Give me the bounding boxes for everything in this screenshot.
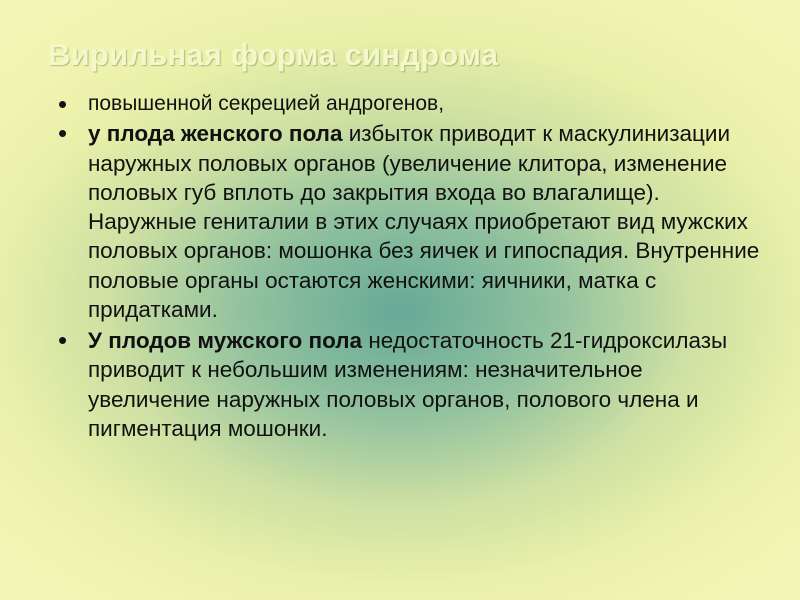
- list-item: [40, 90, 760, 117]
- list-item: [40, 119, 760, 324]
- bullet-text: избыток приводит к маскулинизации наружных половых органов (увеличение клитора, изменение половых губ вплоть до закрытия входа во влагалище). Наружные гениталии в этих случаях приобретают вид мужских половых органов: мошонка без яичек и гипоспадия. Внутренние половые органы остаются женскими: яичники, матка с придатками.: [88, 121, 760, 322]
- bullet-bold-lead: У плодов мужского пола: [88, 328, 369, 354]
- bullet-bold-lead: у плода женского пола: [88, 121, 349, 147]
- slide-title: Вирильная форма синдрома: [48, 37, 499, 72]
- bullet-text: повышенной секрецией андрогенов,: [88, 92, 445, 115]
- bullet-list: [40, 90, 760, 443]
- bullet-text: недостаточность 21-гидроксилазы приводит к небольшим изменениям: незначительное увеличение наружных половых органов, полового члена и пигментация мошонки.: [88, 328, 728, 441]
- slide-body: [40, 90, 760, 445]
- list-item: [40, 326, 760, 443]
